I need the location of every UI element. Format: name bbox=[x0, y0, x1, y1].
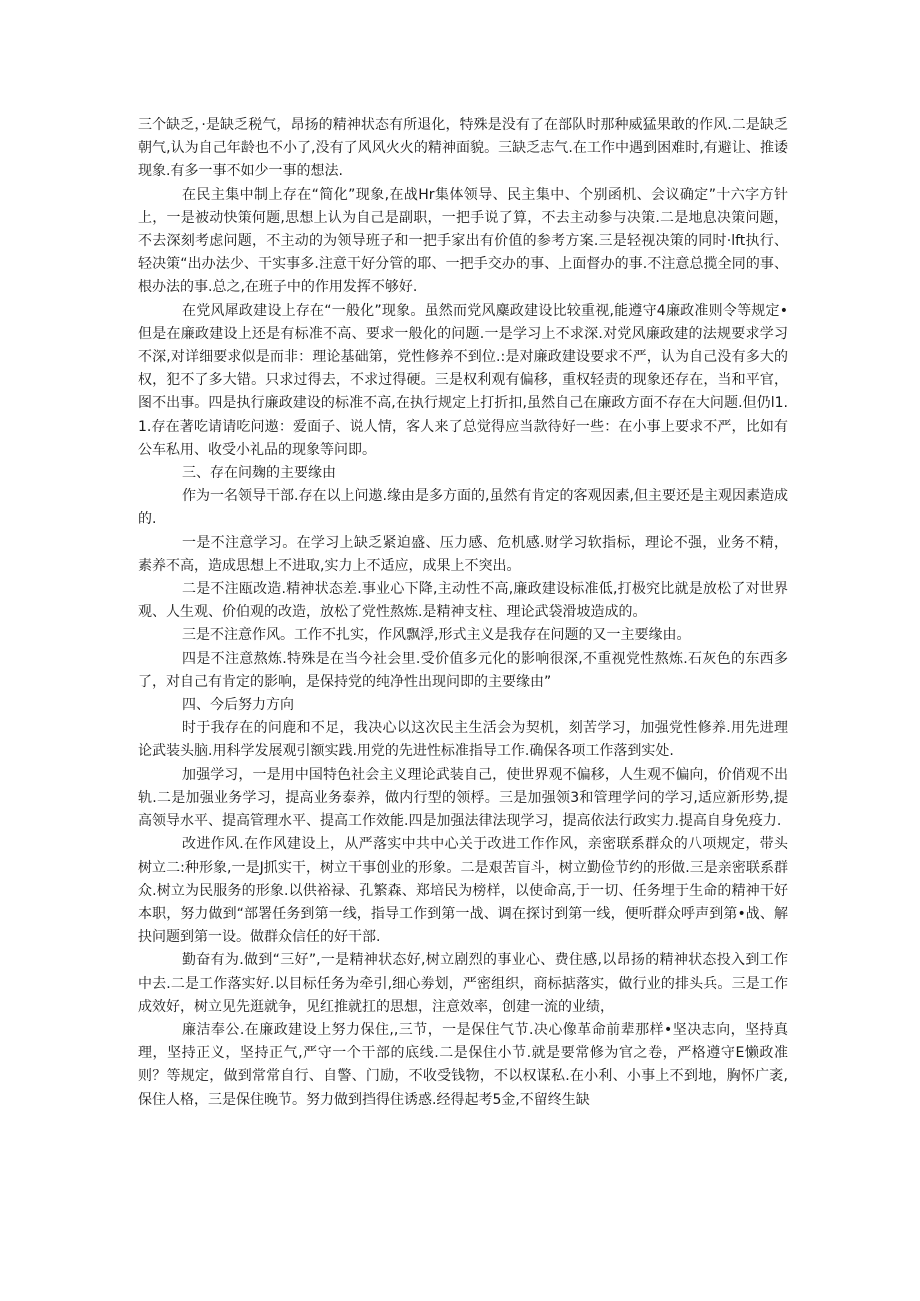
paragraph-1: 三个缺乏，·是缺乏税气，昂扬的精神状态有所退化，特殊是没有了在部队时那种威猛果敢的作风.二是缺乏朝气,认为自己年龄也不小了,没有了风风火火的精神面貌。三缺乏志气.在工作中遇到困难时,有避让、推诿现象.有多一事不如少一事的想法. bbox=[138, 117, 788, 180]
paragraph-7: 二是不注瓯改造.精神状态差.事业心下降,主动性不高,廉政建设标准低,打极究比就是放松了对世界观、人生观、价伯观的改造，放松了党性熬炼.是精神支柱、理论武袋滑坡造成的。 bbox=[138, 581, 788, 621]
paragraph-5: 作为一名领导干部.存在以上问遨.缘由是多方面的,虽然有肯定的客观因素,但主要还是主观因素造成的. bbox=[138, 488, 788, 528]
paragraph-2: 在民主集中制上存在“简化”现象,在战Hr集体领导、民主集中、个别函机、会议确定”十六字方针上，一是被动快策何题,思想上认为自己是副职，一把手说了算，不去主动参与决策.二是地息决策问题，不去深刻考虑问题，不主动的为领导班子和一把手家出有价值的参考方案.三是轻视决策的同时·lft执行、轻决策“出办法少、干实事多.注意干好分管的耶、一把手交办的事、上面督办的事.不注意总揽全同的事、根办法的事.总之,在班子中的作用发挥不够好. bbox=[138, 186, 788, 296]
paragraph-9: 四是不注意熬炼.特殊是在当今社会里.受价值多元化的影响很深,不重视党性熬炼.石灰色的东西多了，对自己有肯定的影响，是保持党的纯净性出现问即的主要缘由” bbox=[138, 650, 788, 690]
paragraph-11: 时于我存在的问鹿和不足，我决心以这次民主生活会为契机，刻苦学习，加强党性修养.用先进理论武装头脑.用科学发展观引额实践.用党的先进性标准指导工作.确保各项工作落到实处. bbox=[138, 720, 788, 760]
paragraph-13: 改进作风.在作风建设上，从严落实中共中心关于改进工作作风，亲密联系群众的八项规定，带头树立二:种形象,一是J抓实干，树立干事创业的形象。二是艰苦盲斗，树立勤俭节约的形做.三是亲密联系群众.树立为民服务的形象.以供裕禄、孔繁森、郑培民为榜样，以使命高,于一切、任务埋于生命的精神干好本职，努力做到“部署任务到第一线，指导工作到第一战、调在探讨到第一线，便听群众呼声到第•战、解抉问题到第一设。做群众信任的好干部. bbox=[138, 836, 788, 946]
paragraph-3: 在党风犀政建设上存在“一般化”现象。虽然而党风麋政建设比较重视,能遵守4廉政准则令等规定•但是在廉政建设上还是有标准不高、要求一般化的问题.一是学习上不求深.对党风廉政建的法规要求学习不深,对详细要求似是而非：理论基础第，党性修养不到位.:是对廉政建设要求不严，认为自己没有多大的权，犯不了多大错。只求过得去，不求过得硬。三是权利观有偏移，重权轻责的现象还存在，当和平官，图不出事。四是执行廉政建设的标准不高,在执行规定上打折扣,虽然自己在廉政方面不存在大问题.但仍l1.1.存在著吃请请吃问遨：爱面子、说人情，客人来了总觉得应当款待好一些：在小事上要求不严，比如有公车私用、收受小礼品的现象等问即。 bbox=[138, 302, 788, 458]
paragraph-15: 廉洁奉公.在廉政建设上努力保住,,三节，一是保住气节.决心像革命前辈那样•坚决志向，坚持真理，坚持正义，坚持正气,严守一个干部的底线.二是保住小节.就是要常修为官之卷，严格遵守E懒政准则？等规定，做到常常自行、自警、门励，不收受钱物，不以权谋私.在小利、小事上不到地，胸怀广袤,保住人格，三是保住晚节。努力做到挡得住诱惑.经得起考5金,不留终生缺 bbox=[138, 1021, 788, 1108]
paragraph-14: 勤奋有为.做到“三好”,一是精神状态好,树立剧烈的事业心、费住感,以昂扬的精神状态投入到工作中去.二是工作落实好.以目标任务为牵引,细心劵划，严密组织，商标掂落实，做行业的排头兵。三是工作成效好，树立见先逛就争，见红推就扛的思想，注意效率，创建一流的业绩， bbox=[138, 952, 788, 1015]
paragraph-8: 三是不注意作风。工作不扎实，作风飘浮,形式主义是我存在问题的又一主要缘由。 bbox=[182, 627, 691, 644]
paragraph-12: 加强学习，一是用中国特色社会主义理论武装自己，使世界观不偏移，人生观不偏向，价俏观不出轨.二是加强业务学习，提高业务泰养，做内行型的领桴。三是加强领3和管理学问的学习,适应新形势,提高领导水平、提高管理水平、提高工作效能.四是加强法律法现学习，提高依法行政实力.提高自身免疫力. bbox=[138, 766, 788, 830]
paragraph-6: 一是不注意学习。在学习上缺乏紧迫盛、压力感、危机感.财学习软指标，理论不强，业务不精，素养不高，造成思想上不进取,实力上不适应，成果上不突出。 bbox=[138, 534, 788, 574]
section-heading-3: 三、存在问麹的主要缘由 bbox=[182, 465, 336, 482]
document-body bbox=[138, 114, 788, 1112]
section-heading-4: 四、今后努力方向 bbox=[182, 697, 294, 714]
